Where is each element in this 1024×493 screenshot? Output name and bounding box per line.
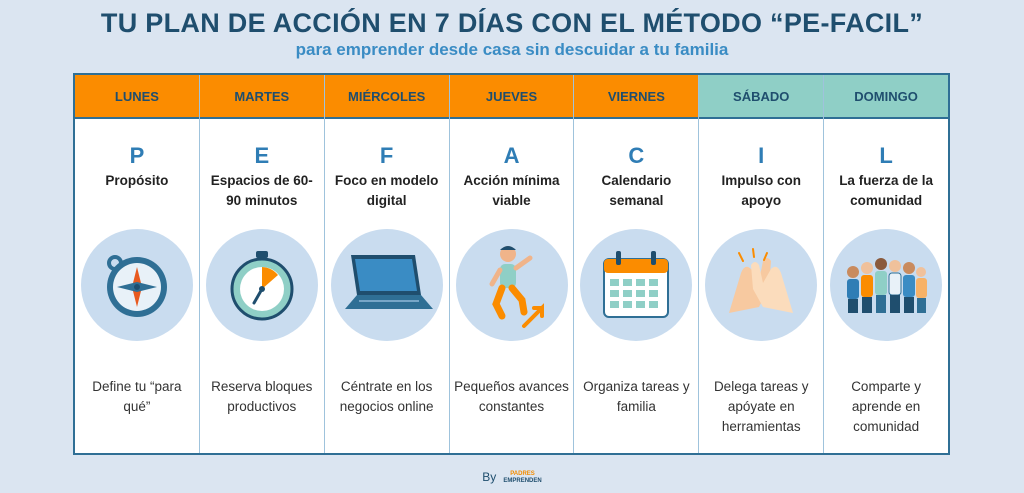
concept-title: Impulso con apoyo [721, 173, 801, 208]
day-description: Define tu “para qué” [92, 379, 182, 414]
day-column-martes [200, 75, 325, 453]
method-letter: C [628, 143, 645, 168]
day-header: MIÉRCOLES [325, 75, 449, 119]
method-letter: I [758, 143, 765, 168]
method-letter: E [254, 143, 270, 168]
day-column-lunes [75, 75, 200, 453]
day-column-sabado [699, 75, 824, 453]
concept-title: Propósito [105, 173, 169, 188]
method-letter: F [379, 143, 394, 168]
day-column-viernes [574, 75, 699, 453]
day-description: Pequeños avances constantes [454, 379, 569, 414]
method-letter: A [503, 143, 520, 168]
day-description: Organiza tareas y familia [583, 379, 690, 414]
climbing-person-icon [456, 229, 568, 341]
concept-title: Acción mínima viable [463, 173, 560, 208]
footer-brand [0, 470, 1024, 485]
day-header: SÁBADO [699, 75, 823, 119]
logo-line-2: EMPRENDEN [503, 478, 542, 485]
brand-logo [503, 471, 541, 485]
method-letter: P [129, 143, 145, 168]
day-description: Comparte y aprende en comunidad [851, 379, 921, 434]
day-column-miercoles [325, 75, 450, 453]
logo-line-1: PADRES [510, 471, 535, 478]
day-description: Delega tareas y apóyate en herramientas [713, 379, 809, 434]
day-description: Reserva bloques productivos [211, 379, 313, 414]
day-description: Céntrate en los negocios online [339, 379, 434, 414]
concept-title: Foco en modelo digital [334, 173, 439, 208]
laptop-icon [331, 229, 443, 341]
day-header: LUNES [75, 75, 199, 119]
day-header: VIERNES [574, 75, 698, 119]
day-column-domingo [824, 75, 948, 453]
day-header: JUEVES [450, 75, 574, 119]
calendar-icon [580, 229, 692, 341]
concept-title: La fuerza de la comunidad [839, 173, 933, 208]
day-header: DOMINGO [824, 75, 948, 119]
concept-title: Calendario semanal [601, 173, 672, 208]
stopwatch-icon [206, 229, 318, 341]
method-letter: L [879, 143, 893, 168]
page-subtitle: para emprender desde casa sin descuidar a tu familia [295, 40, 729, 59]
community-icon [830, 229, 942, 341]
concept-title: Espacios de 60-90 minutos [210, 173, 313, 208]
high-five-icon [705, 229, 817, 341]
day-column-jueves [450, 75, 575, 453]
compass-icon [81, 229, 193, 341]
by-label: By [482, 470, 497, 484]
plan-table [73, 73, 950, 455]
day-header: MARTES [200, 75, 324, 119]
page-title: TU PLAN DE ACCIÓN EN 7 DÍAS CON EL MÉTODO “PE-FACIL” [100, 8, 924, 38]
